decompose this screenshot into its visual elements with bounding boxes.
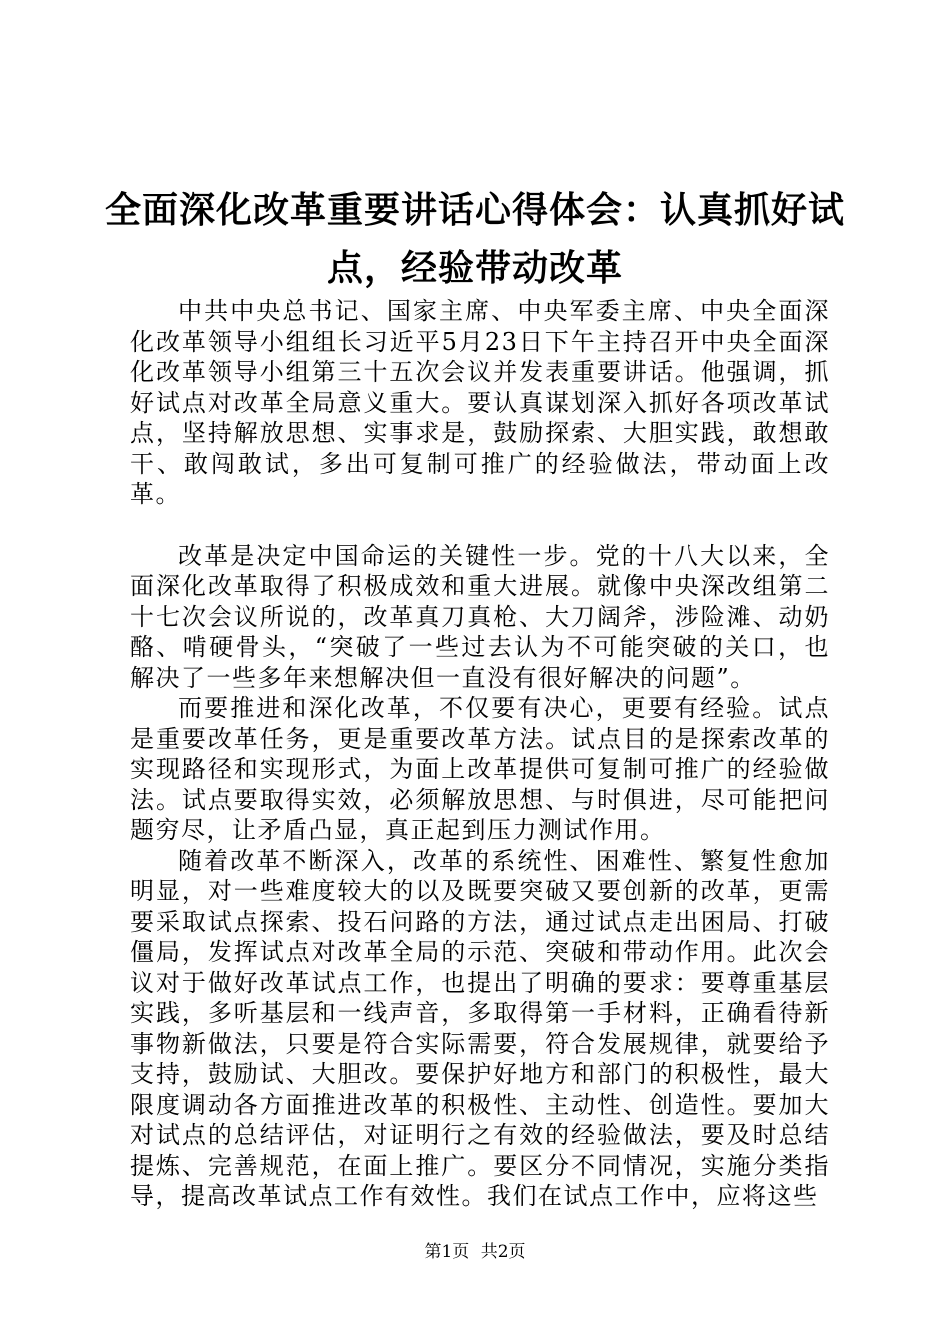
paragraph-4: 随着改革不断深入，改革的系统性、困难性、繁复性愈加明显，对一些难度较大的以及既要突破又要创新的改革，更需要采取试点探索、投石问路的方法，通过试点走出困局、打破僵局，发挥试点对改革全局的示范、突破和带动作用。此次会议对于做好改革试点工作，也提出了明确的要求：要尊重基层实践，多听基层和一线声音，多取得第一手材料，正确看待新事物新做法，只要是符合实际需要，符合发展规律，就要给予支持，鼓励试、大胆改。要保护好地方和部门的积极性，最大限度调动各方面推进改革的积极性、主动性、创造性。要加大对试点的总结评估，对证明行之有效的经验做法，要及时总结提炼、完善规范，在面上推广。要区分不同情况，实施分类指导，提高改革试点工作有效性。我们在试点工作中，应将这些 <box>130 846 830 1210</box>
document-title-line-2: 点，经验带动改革 <box>326 247 623 289</box>
paragraph-3: 而要推进和深化改革，不仅要有决心，更要有经验。试点是重要改革任务，更是重要改革方法。试点目的是探索改革的实现路径和实现形式，为面上改革提供可复制可推广的经验做法。试点要取得实效，必须解放思想、与时俱进，尽可能把问题穷尽，让矛盾凸显，真正起到压力测试作用。 <box>130 694 830 844</box>
paragraph-2: 改革是决定中国命运的关键性一步。党的十八大以来，全面深化改革取得了积极成效和重大进展。就像中央深改组第二十七次会议所说的，改革真刀真枪、大刀阔斧，涉险滩、动奶酪、啃硬骨头，“突破了一些过去认为不可能突破的关口，也解决了一些多年来想解决但一直没有很好解决的问题”。 <box>130 541 830 692</box>
paragraph-1: 中共中央总书记、国家主席、中央军委主席、中央全面深化改革领导小组组长习近平5月23日下午主持召开中央全面深化改革领导小组第三十五次会议并发表重要讲话。他强调，抓好试点对改革全局意义重大。要认真谋划深入抓好各项改革试点，坚持解放思想、实事求是，鼓励探索、大胆实践，敢想敢干、敢闯敢试，多出可复制可推广的经验做法，带动面上改革。 <box>130 297 830 508</box>
document-title-line-1: 全面深化改革重要讲话心得体会：认真抓好试 <box>104 189 845 231</box>
document-body <box>130 296 830 1212</box>
page-number-footer: 第1页 共2页 <box>424 1242 526 1262</box>
